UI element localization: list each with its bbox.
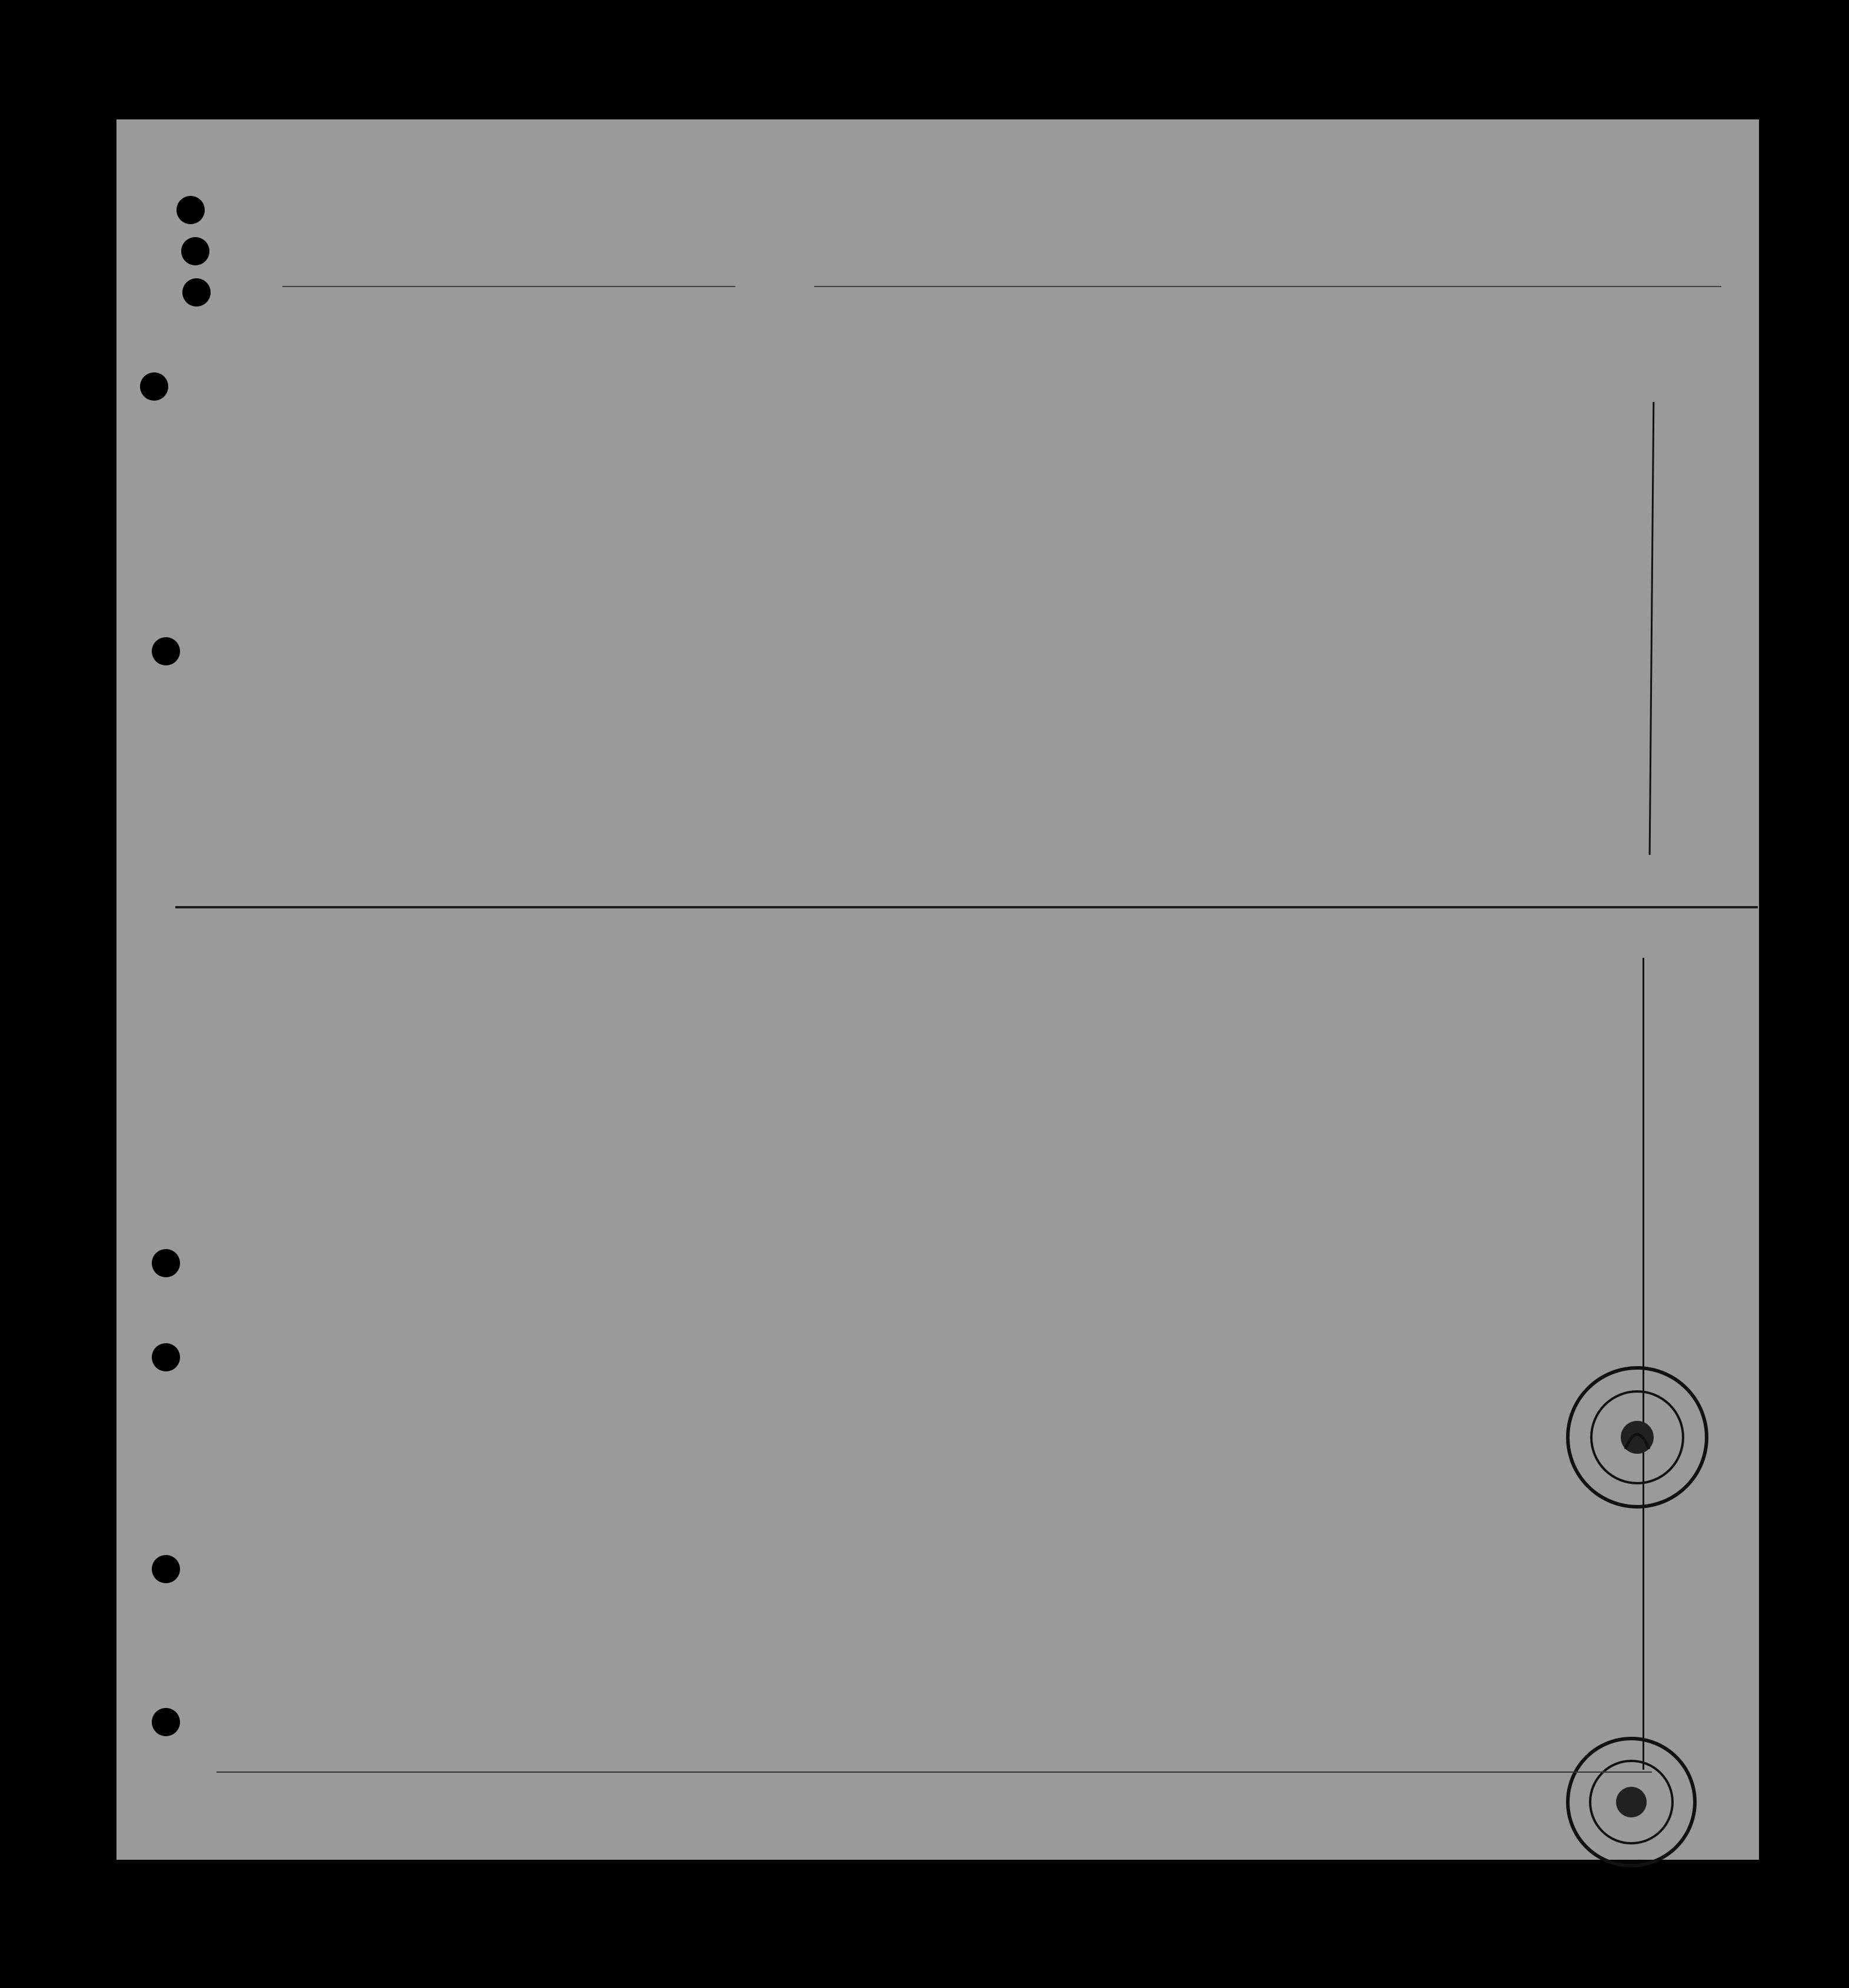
circular-stamp-2: [1561, 1731, 1702, 1873]
strike-line: [175, 906, 1758, 908]
circular-stamp-1: [1561, 1361, 1714, 1514]
manifest-sheet: [116, 119, 1759, 1860]
